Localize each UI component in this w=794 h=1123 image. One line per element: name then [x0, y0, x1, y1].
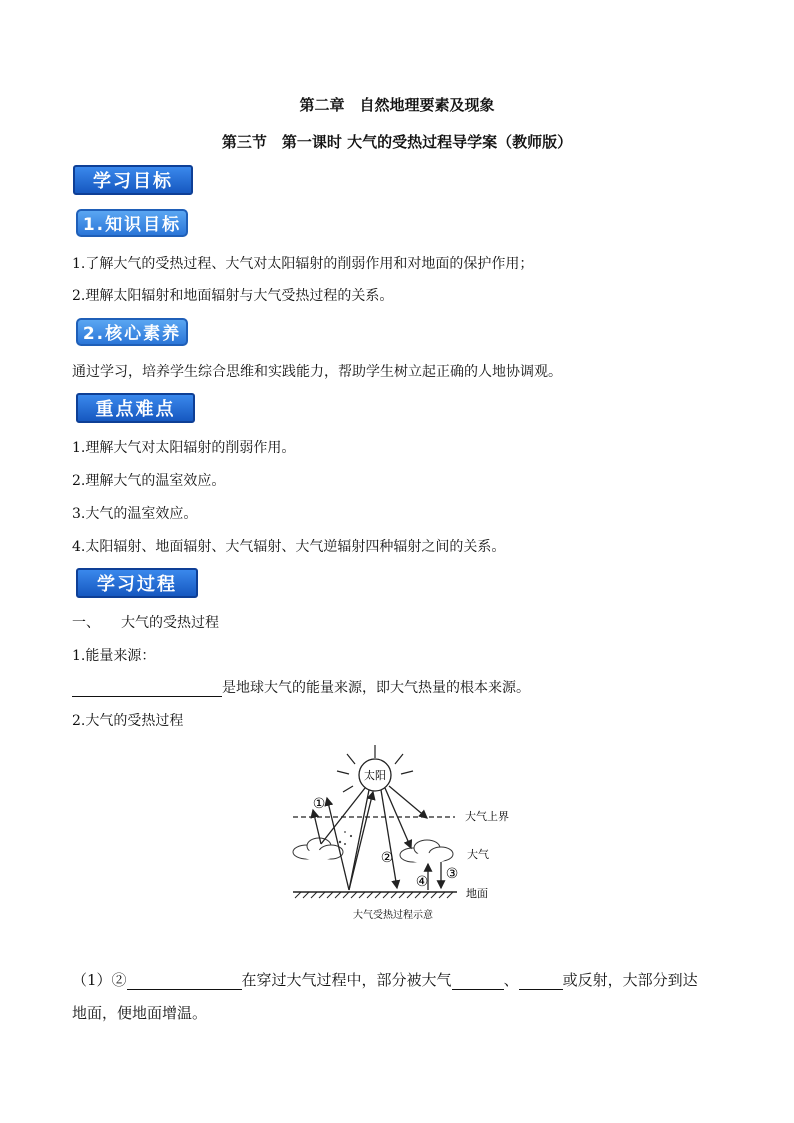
- heating-title: 2.大气的受热过程: [72, 713, 184, 729]
- q1-sep: 、: [503, 971, 519, 989]
- atmosphere-label: 大气: [467, 848, 489, 861]
- diagram-caption: 大气受热过程示意: [353, 910, 433, 921]
- section-title: 第三节 第一课时 大气的受热过程导学案（教师版）: [221, 133, 573, 151]
- energy-title: 1.能量来源：: [72, 648, 156, 664]
- atmosphere-top-label: 大气上界: [465, 810, 509, 823]
- ground-hatch: [295, 892, 453, 898]
- q1-blank-2[interactable]: [452, 973, 504, 990]
- key-item-4: 4.太阳辐射、地面辐射、大气辐射、大气逆辐射四种辐射之间的关系。: [72, 539, 506, 555]
- knowledge-badge: 1.知识目标: [76, 209, 188, 237]
- energy-text: 是地球大气的能量来源，即大气热量的根本来源。: [222, 680, 530, 696]
- marker-1: ①: [312, 796, 326, 812]
- cloud-right: [400, 840, 453, 863]
- knowledge-item-1: 1.了解大气的受热过程、大气对太阳辐射的削弱作用和对地面的保护作用；: [72, 256, 534, 272]
- part-one-heading: 一、 大气的受热过程: [72, 615, 219, 631]
- key-points-badge: 重点难点: [76, 393, 195, 423]
- sun-label: 太阳: [364, 769, 386, 782]
- atmosphere-heating-diagram: [285, 740, 530, 925]
- marker-4: ④: [415, 874, 429, 890]
- key-item-1: 1.理解大气对太阳辐射的削弱作用。: [72, 440, 296, 456]
- marker-3: ③: [445, 866, 459, 882]
- particles: [339, 831, 352, 845]
- q1-mid: 在穿过大气过程中，部分被大气: [241, 971, 452, 989]
- knowledge-item-2: 2.理解太阳辐射和地面辐射与大气受热过程的关系。: [72, 288, 394, 304]
- answer-blank[interactable]: [72, 680, 222, 697]
- key-item-2: 2.理解大气的温室效应。: [72, 473, 226, 489]
- q1-prefix: （1）②: [72, 971, 127, 989]
- core-text: 通过学习，培养学生综合思维和实践能力，帮助学生树立起正确的人地协调观。: [72, 364, 562, 380]
- ground-label: 地面: [466, 887, 488, 900]
- core-badge: 2.核心素养: [76, 318, 188, 346]
- q1-blank-3[interactable]: [519, 973, 563, 990]
- marker-2: ②: [380, 850, 394, 866]
- chapter-title: 第二章 自然地理要素及现象: [299, 96, 495, 114]
- energy-line: [72, 677, 530, 697]
- process-badge: 学习过程: [76, 568, 198, 598]
- q1-end: 或反射，大部分到达: [562, 971, 698, 989]
- key-item-3: 3.大气的温室效应。: [72, 506, 198, 522]
- q1-blank-1[interactable]: [127, 973, 242, 990]
- objectives-badge: 学习目标: [73, 165, 193, 195]
- cloud-left: [293, 838, 343, 860]
- question-1-line-1: [72, 969, 698, 990]
- question-1-line-2: 地面，便地面增温。: [72, 1004, 208, 1022]
